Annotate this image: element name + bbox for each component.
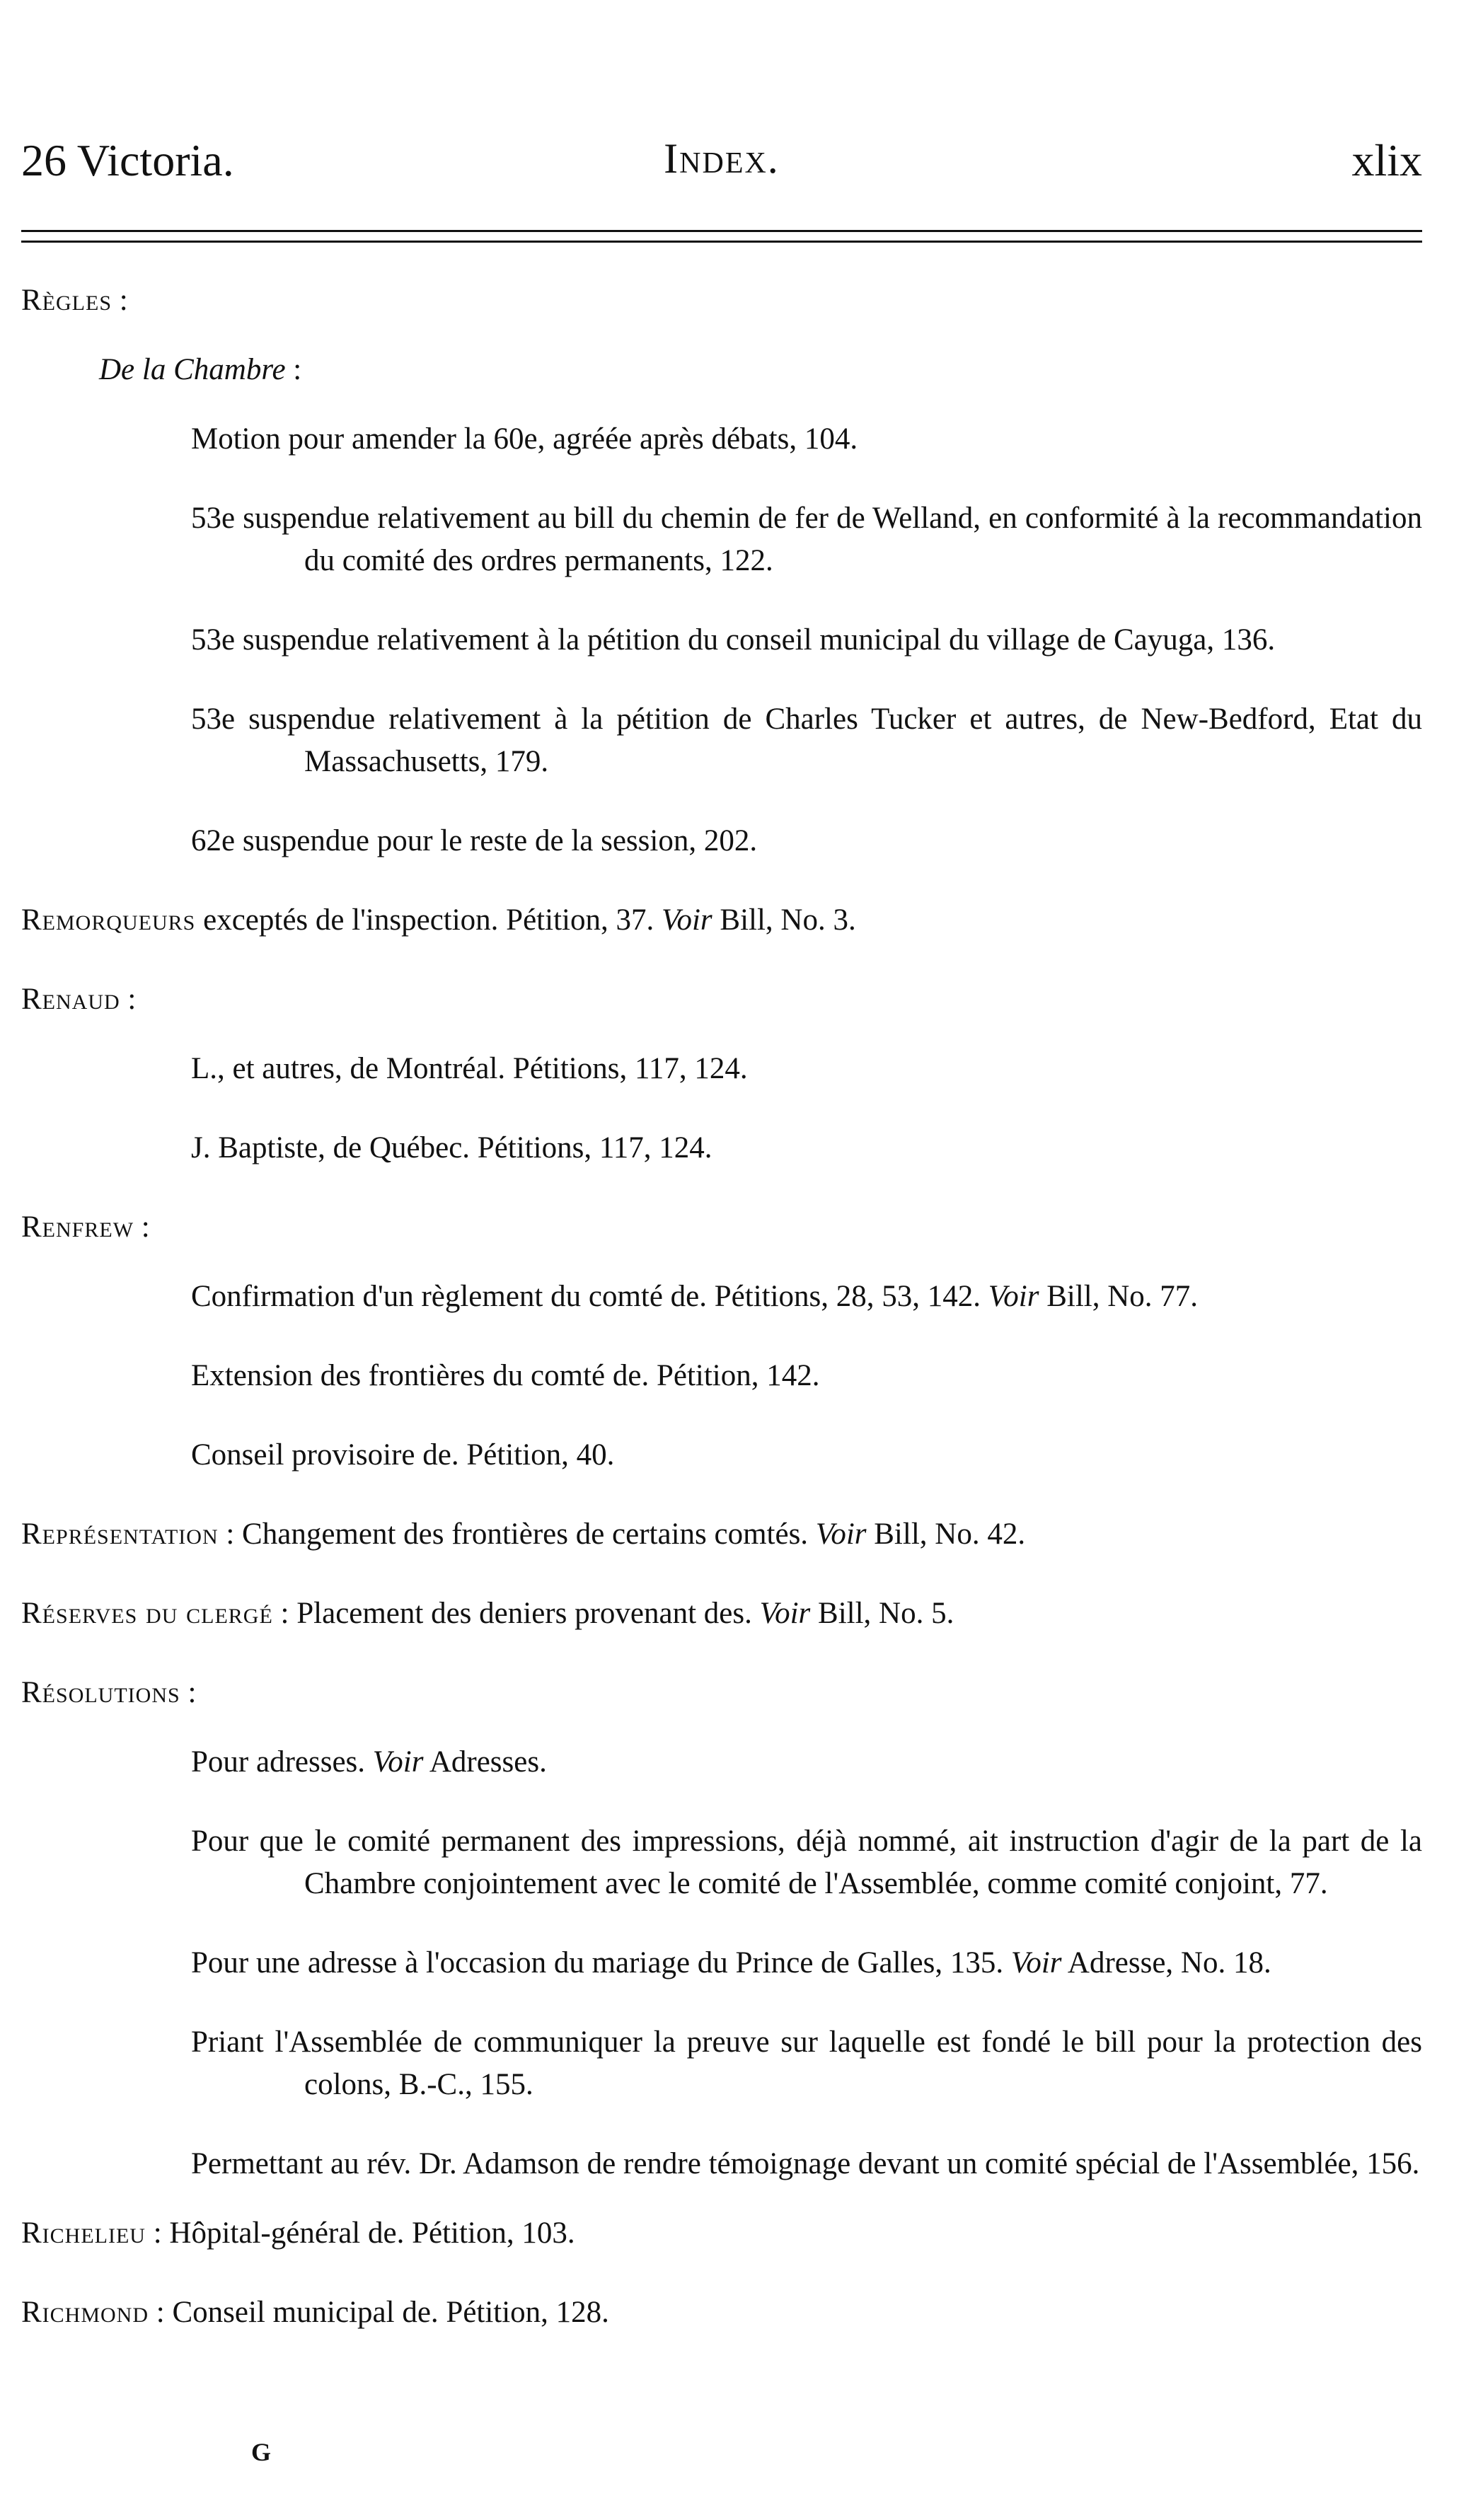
index-entry: Pour que le comité permanent des impressions, déjà nommé, ait instruction d'agir de la part de la Chambre conjointement avec le comité de l'Assemblée, comme comité conjoint, 77. [191,1825,1422,1900]
index-entry: L., et autres, de Montréal. Pétitions, 117, 124. [191,1052,748,1085]
header-title: Index. [664,135,780,182]
index-entry: 53e suspendue relativement au bill du chemin de fer de Welland, en conformité à la recommandation du comité des ordres permanents, 122. [191,502,1422,577]
signature-mark: G [251,2438,272,2466]
header-volume: 26 Victoria. [21,135,234,185]
index-entry: Motion pour amender la 60e, agréée après débats, 104. [191,422,858,456]
index-entry: Conseil provisoire de. Pétition, 40. [191,1438,615,1472]
index-heading-renaud: Renaud : [21,983,137,1016]
index-heading-representation: Représentation : Changement des frontières de certains comtés. Voir Bill, No. 42. [21,1518,1026,1551]
page-header [21,134,1422,191]
index-entry: 53e suspendue relativement à la pétition du conseil municipal du village de Cayuga, 136. [191,623,1276,657]
index-heading-regles: Règles : [21,284,128,317]
index-entry: Extension des frontières du comté de. Pétition, 142. [191,1359,820,1392]
header-page-number: xlix [1351,135,1422,185]
index-entry: Pour adresses. Voir Adresses. [191,1745,547,1779]
index-entry: Pour une adresse à l'occasion du mariage du Prince de Galles, 135. Voir Adresse, No. 18. [191,1946,1271,1979]
index-heading-richelieu: Richelieu : Hôpital-général de. Pétition, 103. [21,2216,575,2250]
index-entry: J. Baptiste, de Québec. Pétitions, 117, 124. [191,1131,712,1164]
index-heading-resolutions: Résolutions : [21,1676,197,1709]
index-content [21,279,1422,2334]
header-rule-top [21,230,1422,232]
index-entry: 53e suspendue relativement à la pétition de Charles Tucker et autres, de New-Bedford, Etat du Massachusetts, 179. [191,703,1422,778]
index-entry: Permettant au rév. Dr. Adamson de rendre témoignage devant un comité spécial de l'Assemblée, 156. [191,2147,1420,2180]
index-entry: Priant l'Assemblée de communiquer la preuve sur laquelle est fondé le bill pour la protection des colons, B.-C., 155. [191,2025,1422,2101]
index-entry: 62e suspendue pour le reste de la session, 202. [191,824,758,857]
index-heading-renfrew: Renfrew : [21,1210,150,1244]
index-entry: Confirmation d'un règlement du comté de. Pétitions, 28, 53, 142. Voir Bill, No. 77. [191,1280,1199,1313]
index-heading-reserves-du-clerge: Réserves du clergé : Placement des deniers provenant des. Voir Bill, No. 5. [21,1597,954,1630]
index-subheading-de-la-chambre: De la Chambre : [99,353,302,386]
index-heading-richmond: Richmond : Conseil municipal de. Pétition, 128. [21,2296,609,2329]
header-rule-bottom [21,241,1422,243]
index-heading-remorqueurs: Remorqueurs exceptés de l'inspection. Pétition, 37. Voir Bill, No. 3. [21,903,856,937]
